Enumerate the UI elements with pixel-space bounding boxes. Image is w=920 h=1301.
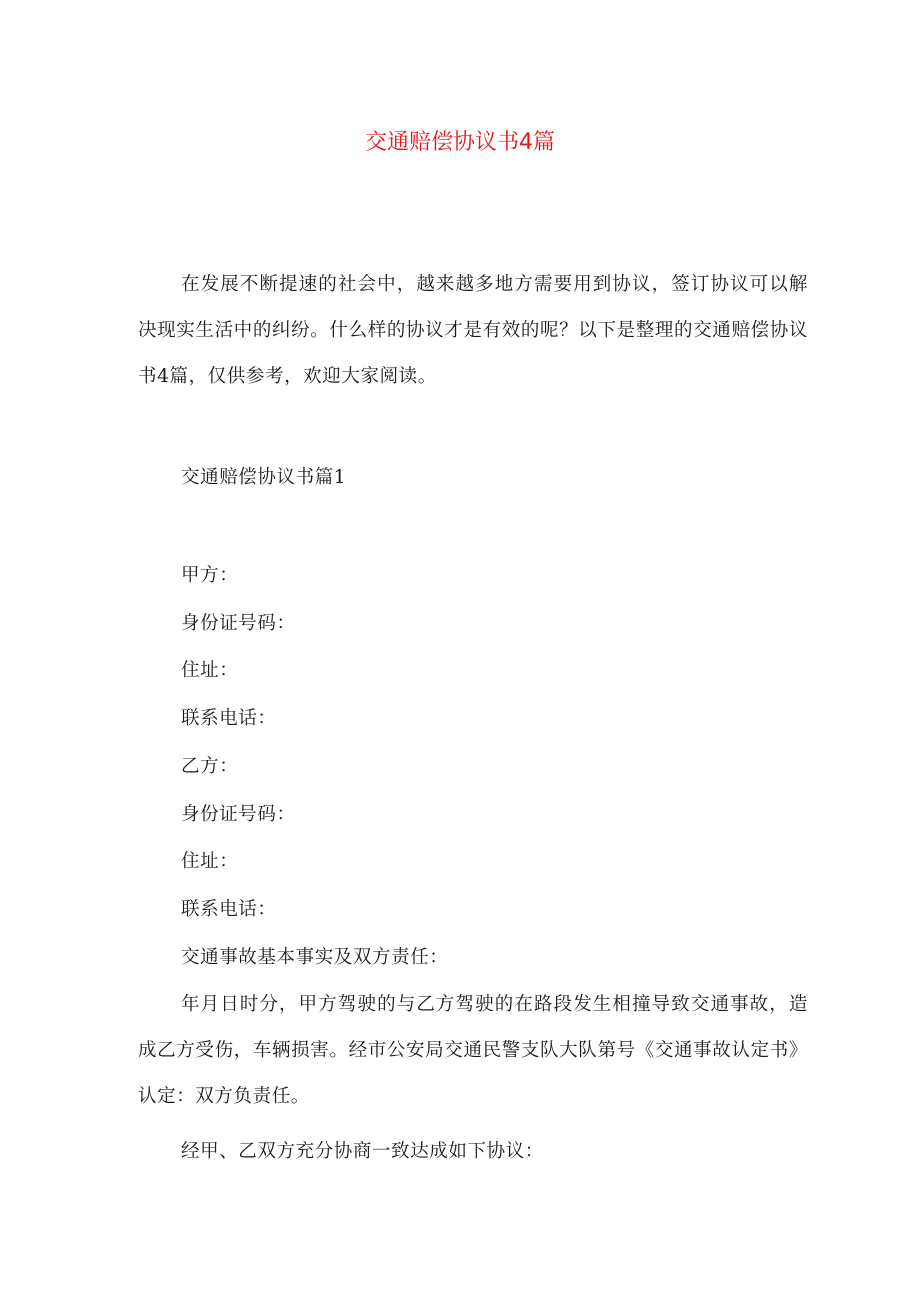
intro-paragraph-block — [138, 262, 808, 400]
party-a-address-label: 住址： — [181, 660, 239, 681]
section-heading: 交通赔偿协议书篇1 — [181, 467, 347, 488]
document-title: 交通赔偿协议书4篇 — [365, 130, 555, 155]
party-a-phone-label: 联系电话： — [181, 708, 277, 729]
party-b-address-label: 住址： — [181, 851, 239, 872]
agreement-intro: 经甲、乙双方充分协商一致达成如下协议： — [181, 1141, 544, 1162]
facts-heading: 交通事故基本事实及双方责任： — [181, 947, 449, 968]
facts-paragraph-block — [138, 982, 808, 1120]
party-b-label: 乙方： — [181, 756, 239, 777]
party-b-id-label: 身份证号码： — [181, 804, 296, 825]
facts-paragraph: 年月日时分，甲方驾驶的与乙方驾驶的在路段发生相撞导致交通事故，造成乙方受伤，车辆损害。经市公安局交通民警支队大队第号《交通事故认定书》认定：双方负责任。 — [138, 994, 808, 1107]
intro-paragraph: 在发展不断提速的社会中，越来越多地方需要用到协议，签订协议可以解决现实生活中的纠纷。什么样的协议才是有效的呢？以下是整理的交通赔偿协议书4篇，仅供参考，欢迎大家阅读。 — [138, 274, 808, 387]
party-a-id-label: 身份证号码： — [181, 613, 296, 634]
party-b-phone-label: 联系电话： — [181, 899, 277, 920]
party-a-label: 甲方： — [181, 565, 239, 586]
